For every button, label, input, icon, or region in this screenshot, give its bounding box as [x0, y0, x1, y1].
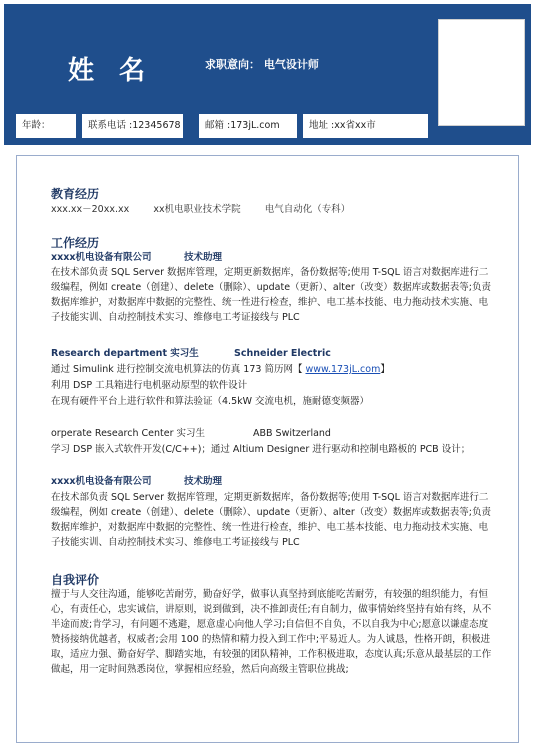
- education-title: 教育经历: [51, 187, 100, 201]
- job2-company: Schneider Electric: [234, 348, 331, 359]
- self-title: 自我评价: [51, 573, 100, 587]
- job-intent: 求职意向： 电气设计师: [205, 58, 319, 71]
- job2-line1-text: 通过 Simulink 进行控制交流电机算法的仿真 173 简历网【: [51, 364, 303, 375]
- job1-role: 技术助理: [184, 252, 223, 263]
- self-text: 擅于与人交往沟通，能够吃苦耐劳，勤奋好学，做事认真坚持到底能吃苦耐劳，有较强的组织能力，有恒心，有责任心，忠实诚信，讲原则，说到做到，决不推卸责任;有自制力，做事情始终坚持有始有终，从不半途而废;肯学习，有问题不逃避，愿意虚心向他人学习;自信但不自负，不以自我为中心;愿意以谦虚态度赞扬接纳优越者，权威者;会用 100 的热情和精力投入到工作中;平易近人。为人诚恳，性格开朗，积极进取，适应力强、勤奋好学、脚踏实地，有较强的团队精神，工作积极进取，态度认真;乐意从最基层的工作做起，用一定时间熟悉岗位，掌握相应经验，然后向高级主管职位挑战;: [51, 589, 492, 675]
- photo-placeholder: [438, 19, 525, 126]
- job2-line3: 在现有硬件平台上进行软件和算法验证（4.5kW 交流电机，施耐德变频器）: [51, 396, 370, 407]
- info-phone: 联系电话 :12345678: [82, 114, 183, 138]
- job4-company: xxxx机电设备有限公司: [51, 476, 152, 487]
- job2-line2: 利用 DSP 工具箱进行电机驱动原型的软件设计: [51, 380, 248, 391]
- job2-line1: [51, 363, 390, 377]
- job1-company: xxxx机电设备有限公司: [51, 252, 152, 263]
- job2-dept: Research department 实习生: [51, 348, 199, 359]
- info-email: 邮箱 :173jL.com: [199, 114, 297, 138]
- info-age: 年龄：: [16, 114, 76, 138]
- job3-line1: 学习 DSP 嵌入式软件开发(C/C++)；通过 Altium Designer 进行驱动和控制电路板的 PCB 设计；: [51, 444, 471, 455]
- job4-desc: 在技术部负责 SQL Server 数据库管理，定期更新数据库，备份数据等;使用 T-SQL 语言对数据库进行二级编程，例如 create（创建）、delete（删除）、update（更新）、alter（改变）数据库或数据表等;负责数据库维护，对数据库中数据的完整性、统一性进行检查，维护、电工基本技能、电力拖动技术实施、电子技能实训、自动控制技术实习、维修电工考证接线与 PLC: [51, 492, 491, 548]
- job3-company: ABB Switzerland: [253, 428, 331, 439]
- resume-site-link[interactable]: www.173jL.com: [305, 364, 381, 375]
- work-title: 工作经历: [51, 236, 100, 250]
- job4-role: 技术助理: [184, 476, 223, 487]
- education-line: xxx.xx－20xx.xx xx机电职业技术学院 电气自动化（专科）: [51, 204, 351, 215]
- job3-dept: orperate Research Center 实习生: [51, 428, 205, 439]
- job1-desc: 在技术部负责 SQL Server 数据库管理，定期更新数据库，备份数据等;使用 T-SQL 语言对数据库进行二级编程，例如 create（创建）、delete（删除）、update（更新）、alter（改变）数据库或数据表等;负责数据库维护，对数据库中数据的完整性、统一性进行检查，维护、电工基本技能、电力拖动技术实施、电子技能实训、自动控制技术实习、维修电工考证接线与 PLC: [51, 267, 491, 323]
- info-address: 地址 :xx省xx市: [303, 114, 428, 138]
- job2-line1-end: 】: [380, 364, 390, 375]
- resume-name: 姓 名: [68, 56, 154, 86]
